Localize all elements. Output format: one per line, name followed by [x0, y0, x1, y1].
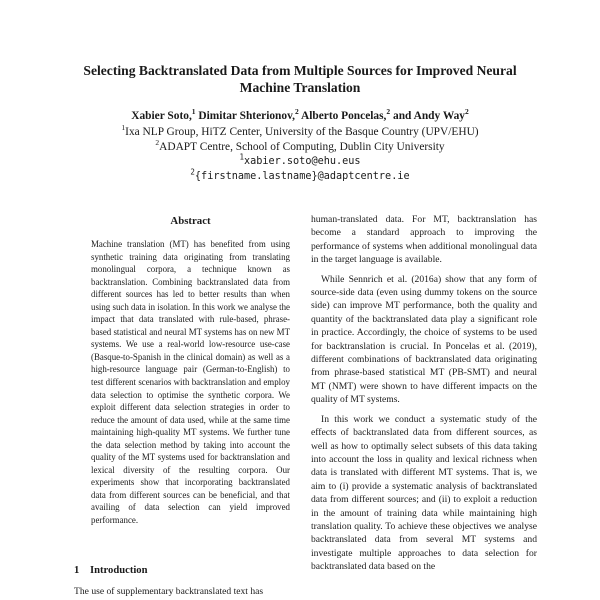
affiliation-mark: 1	[239, 152, 244, 162]
author-name: Xabier Soto,	[131, 110, 192, 122]
affiliation-mark: 2	[190, 167, 195, 177]
body-paragraph: While Sennrich et al. (2016a) show that any form of source-side data (even using dummy tokens on the source side) can improve MT performance, both the quality and quantity of the backtranslated data play a significant role in practice. Accordingly, the choice of systems to be used for backtranslation is crucial. In Poncelas et al. (2019), different combinations of backtranslated data originating from phrase-based statistical MT (PB-SMT) and neural MT (NMT) were shown to have different impacts on the quality of MT systems.	[311, 273, 537, 406]
affiliation-mark: 1	[121, 123, 126, 133]
author-affiliation-mark: 2	[464, 107, 469, 117]
author-affiliation-mark: 1	[191, 107, 196, 117]
section-number: 1	[74, 565, 80, 576]
abstract-paragraph: Machine translation (MT) has benefited from using synthetic training data originating from translating monolingual corpora, a technique known as backtranslation. Combining backtranslated data from different sources has led to better results than when using such data in isolation. In this work we analyse the impact that data translated with rule-based, phrase-based statistical and neural MT systems has on new MT systems. We use a real-world low-resource use-case (Basque-to-Spanish in the clinical domain) as well as a high-resource language pair (German-to-English) to test different scenarios with backtranslation and employ data selection to optimise the synthetic corpora. We exploit different data selection strategies in order to reduce the amount of data used, while at the same time maintaining high-quality MT systems. We further tune the data selection method by taking into account the quality of the MT systems used for backtranslation and lexical diversity of the resulting corpora. Our experiments show that incorporating backtranslated data from different sources can be beneficial, and that availing of data selection can yield improved performance.	[91, 239, 290, 526]
paper-title: Selecting Backtranslated Data from Multiple Sources for Improved Neural Machine Translation	[83, 63, 517, 95]
email-line	[60, 167, 540, 184]
affiliation-text: ADAPT Centre, School of Computing, Dublin City University	[159, 141, 445, 153]
body-paragraph: In this work we conduct a systematic study of the effects of backtranslated data from different sources, as well as how to optimally select subsets of this data taking into account the loss in quality and lexical richness when data is translated with different MT systems. That is, we aim to (i) provide a systematic analysis of backtranslated data from different sources; and (ii) to exploit a reduction in the amount of training data while maintaining high translation quality. To achieve these objectives we analyse backtranslated data from several MT systems and investigate multiple approaches to data selection for backtranslated data based on the	[311, 413, 537, 573]
email-line	[60, 152, 540, 169]
section-heading	[74, 564, 300, 578]
section-title: Introduction	[90, 565, 148, 576]
right-column-body	[311, 213, 537, 574]
author-affiliation-mark: 2	[295, 107, 299, 117]
affiliation-line	[60, 140, 540, 154]
author-affiliation-mark: 2	[386, 107, 391, 117]
author-name: Alberto Poncelas,	[298, 110, 387, 122]
affiliation-text: Ixa NLP Group, HiTZ Center, University of the Basque Country (UPV/EHU)	[125, 126, 479, 138]
affiliation-line	[60, 125, 540, 139]
email-address: xabier.soto@ehu.eus	[243, 156, 361, 167]
body-paragraph: human-translated data. For MT, backtranslation has become a standard approach to improving the performance of systems when additional monolingual data in the target language is available.	[311, 214, 537, 266]
author-name: and Andy Way	[390, 110, 465, 122]
author-name: Dimitar Shterionov,	[195, 110, 296, 122]
author-list	[60, 109, 540, 123]
intro-first-line: The use of supplementary backtranslated text has	[74, 586, 264, 597]
email-address: {firstname.lastname}@adaptcentre.ie	[194, 171, 410, 182]
abstract-body	[91, 238, 290, 527]
abstract-block	[91, 214, 290, 527]
abstract-heading: Abstract	[170, 215, 211, 227]
affiliation-mark: 2	[155, 138, 160, 148]
